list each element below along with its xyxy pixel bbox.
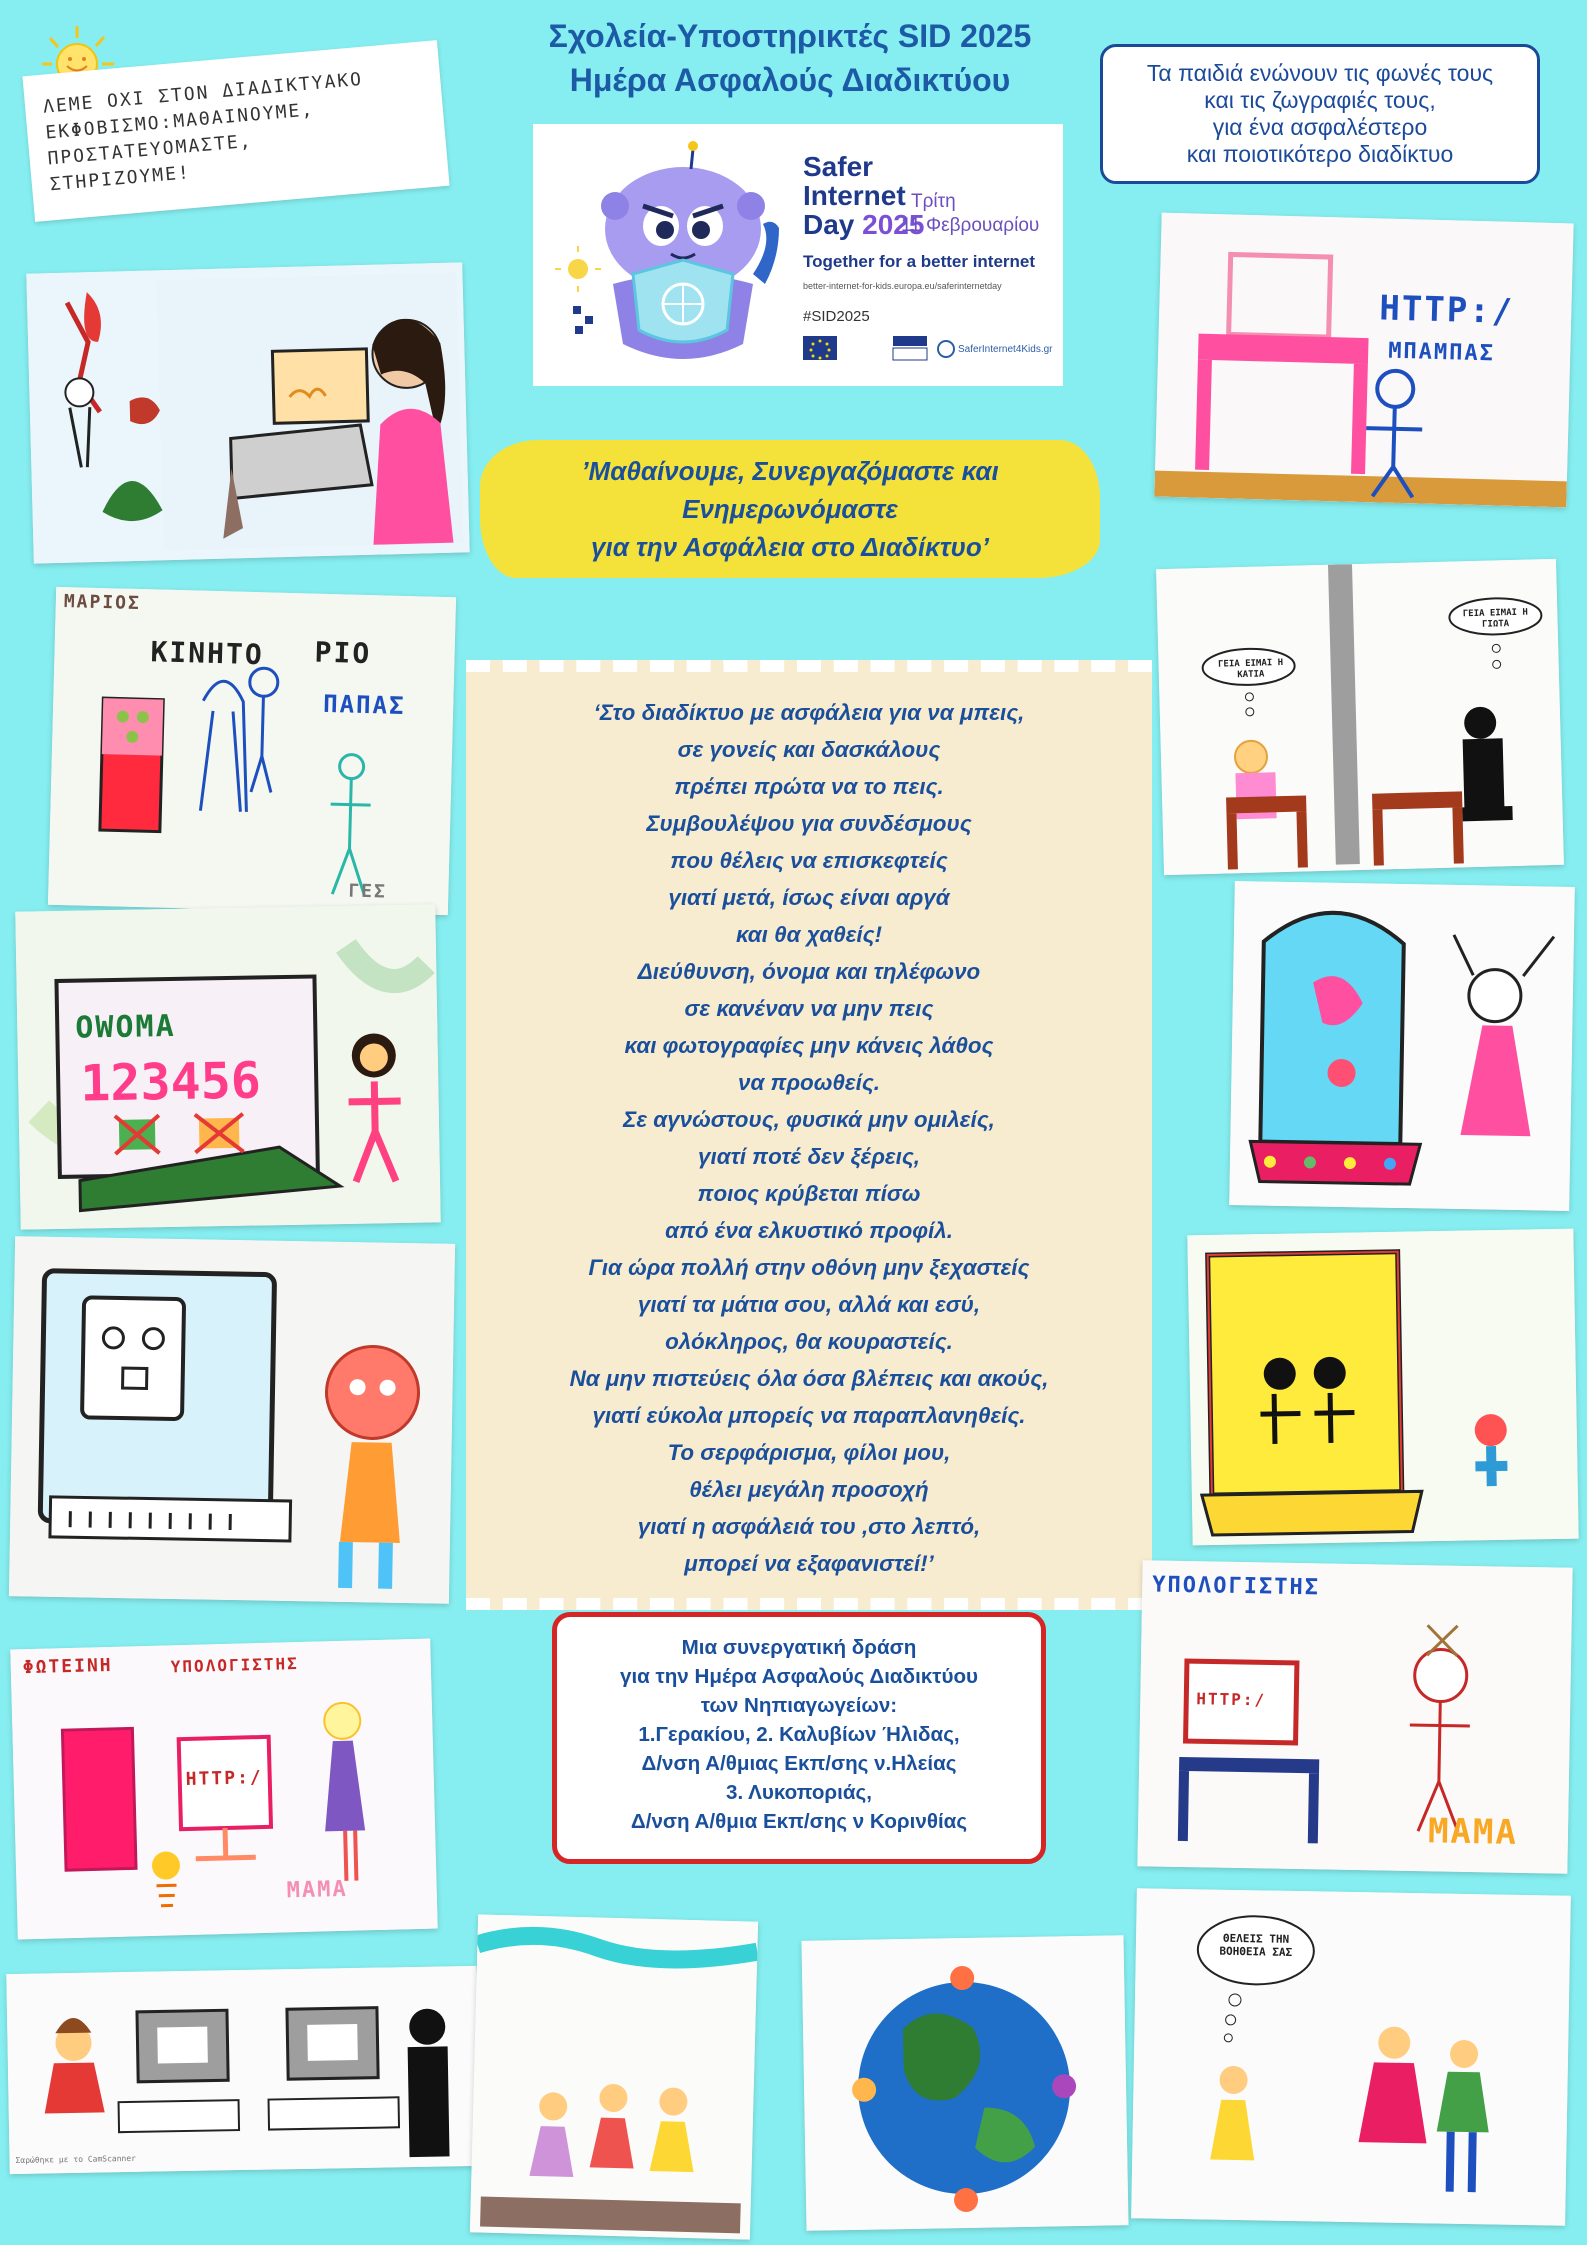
sid-brand-line1: Safer — [803, 151, 874, 182]
drawing-help-bubble — [1131, 1888, 1571, 2226]
poem-line: πρέπει πρώτα να το πεις. — [674, 774, 944, 799]
poem-line: Διεύθυνση, όνομα και τηλέφωνο — [637, 959, 981, 984]
credit-line: των Νηπιαγωγείων: — [700, 1694, 898, 1717]
slogan-banner — [480, 440, 1100, 578]
cyberbullying-note-text: ΛΕΜΕ ΟΧΙ ΣΤΟΝ ΔΙΑΔΙΚΤΥΑΚΟ ΕΚΦΟΒΙΣΜΟ:ΜΑΘΑΙΝΟΥΜΕ, ΠΡΟΣΤΑΤΕΥΟΜΑΣΤΕ, ΣΤΗΡΙΖΟΥΜΕ! — [42, 68, 364, 196]
drawing-label-computer-right: ΥΠΟΛΟΓΙΣΤΗΣ — [1152, 1572, 1321, 1601]
drawing-label-name: OWOMA — [74, 1008, 176, 1046]
slogan-text: ’Μαθαίνουμε, Συνεργαζόμαστε και Ενημερωνόμαστε για την Ασφάλεια στο Διαδίκτυο’ — [581, 456, 999, 562]
drawing-label-papas: ΠΑΠΑΣ — [322, 689, 406, 720]
drawing-label-http-mama: HTTP:/ — [1196, 1689, 1267, 1710]
title-line-2: Ημέρα Ασφαλούς Διαδικτύου — [569, 62, 1011, 98]
poem-line: μπορεί να εξαφανιστεί!’ — [684, 1551, 934, 1576]
poem-line: γιατί η ασφάλειά του ,στο λεπτό, — [637, 1514, 981, 1539]
drawing-label-mobile: ΚΙΝΗΤΟ — [150, 635, 265, 672]
sid-hashtag: #SID2025 — [803, 308, 870, 325]
poem-line: Σε αγνώστους, φυσικά μην ομιλείς, — [623, 1107, 995, 1132]
bubble-giota: ΓΕΙΑ ΕΙΜΑΙ Η ΓΙΩΤΑ — [1462, 607, 1528, 630]
poem-line: που θέλεις να επισκεφτείς — [670, 848, 948, 873]
drawing-mobile-phone — [48, 587, 456, 915]
poem-line: γιατί ποτέ δεν ξέρεις, — [698, 1144, 920, 1169]
sid-logo-panel — [533, 124, 1063, 386]
drawing-glowing-screen — [1229, 881, 1575, 1211]
poem-line: γιατί μετά, ίσως είναι αργά — [668, 885, 950, 910]
drawing-fotini-computer — [10, 1639, 437, 1940]
drawing-name-marios: ΜΑΡΙΟΣ — [63, 591, 142, 615]
credit-line: Δ/νση Α/θμια Εκπ/σης ν Κορινθίας — [630, 1810, 968, 1833]
drawing-label-http: HTTP:/ — [185, 1766, 264, 1790]
drawing-label-pin: 123456 — [79, 1051, 262, 1113]
mascot-icon — [553, 134, 793, 374]
drawing-globe — [801, 1935, 1128, 2231]
sid-day: Τρίτη — [911, 191, 956, 212]
sid-partners — [803, 334, 1053, 364]
sid-tagline: Together for a better internet — [803, 252, 1036, 271]
poem-line: ποιος κρύβεται πίσω — [697, 1181, 921, 1206]
poem-line: και θα χαθείς! — [735, 922, 883, 947]
sid-url[interactable]: better-internet-for-kids.europa.eu/saferinternetday — [803, 281, 1002, 291]
poem-line: ‘Στο διαδίκτυο με ασφάλεια για να μπεις, — [593, 700, 1025, 725]
credit-box — [552, 1612, 1046, 1864]
poem-line: Για ώρα πολλή στην οθόνη μην ξεχαστείς — [588, 1255, 1030, 1280]
credit-line: για την Ημέρα Ασφαλούς Διαδικτύου — [619, 1665, 979, 1688]
credit-line: Δ/νση Α/θμιας Εκπ/σης ν.Ηλείας — [641, 1752, 957, 1775]
drawing-label-mama-right: ΜΑΜΑ — [1427, 1811, 1519, 1853]
poem-line: σε κανέναν να μην πεις — [684, 996, 934, 1021]
poem-text — [466, 694, 1152, 1582]
poem-line: από ένα ελκυστικό προφίλ. — [665, 1218, 953, 1243]
scanner-note: Σαρώθηκε με το CamScanner — [15, 2153, 137, 2165]
poem-panel — [466, 660, 1152, 1610]
bubble-katia: ΓΕΙΑ ΕΙΜΑΙ Η ΚΑΤΙΑ — [1217, 657, 1284, 681]
sid-partner-name: SaferInternet4Kids.gr — [958, 344, 1053, 355]
drawing-label-ges: ΓΕΣ — [348, 880, 388, 903]
drawing-two-computers — [6, 1966, 479, 2174]
callout-text: Τα παιδιά ενώνουν τις φωνές τους και τις ζωγραφιές τους, για ένα ασφαλέστερο και ποιοτικότερο διαδίκτυο — [1146, 60, 1494, 167]
poem-line: Το σερφάρισμα, φίλοι μου, — [667, 1440, 951, 1465]
poem-line: σε γονείς και δασκάλους — [677, 737, 941, 762]
drawing-label-dad: ΜΠΑΜΠΑΣ — [1387, 338, 1496, 367]
drawing-dad-http — [1154, 213, 1573, 508]
drawing-label-mama: ΜΑΜΑ — [286, 1876, 348, 1904]
poem-line: γιατί εύκολα μπορείς να παραπλανηθείς. — [592, 1403, 1026, 1428]
title-line-1: Σχολεία-Υποστηρικτές SID 2025 — [548, 18, 1032, 54]
drawing-label-http-right: HTTP:/ — [1378, 288, 1515, 332]
poem-line: ολόκληρος, θα κουραστείς. — [665, 1329, 953, 1354]
drawing-name-fotini: ΦΩΤΕΙΝΗ — [22, 1654, 113, 1679]
drawing-label-computer: ΥΠΟΛΟΓΙΣΤΗΣ — [170, 1654, 299, 1677]
credit-line: Μια συνεργατική δράση — [681, 1636, 917, 1659]
drawing-yellow-screen — [1187, 1229, 1578, 1546]
credit-line: 3. Λυκοποριάς, — [726, 1781, 872, 1804]
sid-date — [901, 190, 1040, 238]
credit-line: 1.Γερακίου, 2. Καλυβίων Ήλιδας, — [638, 1723, 960, 1746]
drawing-computer-face — [9, 1236, 455, 1604]
callout-box — [1100, 44, 1540, 184]
drawing-child-laptop — [26, 262, 469, 563]
page-title — [430, 14, 1150, 102]
drawing-password-screen — [15, 904, 440, 1229]
poem-line: γιατί τα μάτια σου, αλλά και εσύ, — [637, 1292, 981, 1317]
poem-line: Να μην πιστεύεις όλα όσα βλέπεις και ακούς, — [569, 1366, 1049, 1391]
poem-line: θέλει μεγάλη προσοχή — [689, 1477, 929, 1502]
sid-date-text: 11 Φεβρουαρίου — [901, 215, 1040, 236]
sid-brand-line2: Internet — [803, 180, 906, 211]
drawing-label-rio: ΡΙΟ — [314, 635, 372, 671]
sid-year: 2025 — [862, 209, 925, 240]
poem-line: και φωτογραφίες μην κάνεις λάθος — [624, 1033, 994, 1058]
drawing-chat-strangers — [1156, 559, 1564, 875]
drawing-three-children — [470, 1914, 758, 2239]
sid-brand-day: Day — [803, 209, 855, 240]
drawing-mama-computer — [1137, 1560, 1572, 1873]
poem-line: να προωθείς. — [738, 1070, 880, 1095]
bubble-help: ΘΕΛΕΙΣ ΤΗΝ ΒΟΗΘΕΙΑ ΣΑΣ — [1219, 1931, 1293, 1959]
poem-line: Συμβουλέψου για συνδέσμους — [646, 811, 972, 836]
